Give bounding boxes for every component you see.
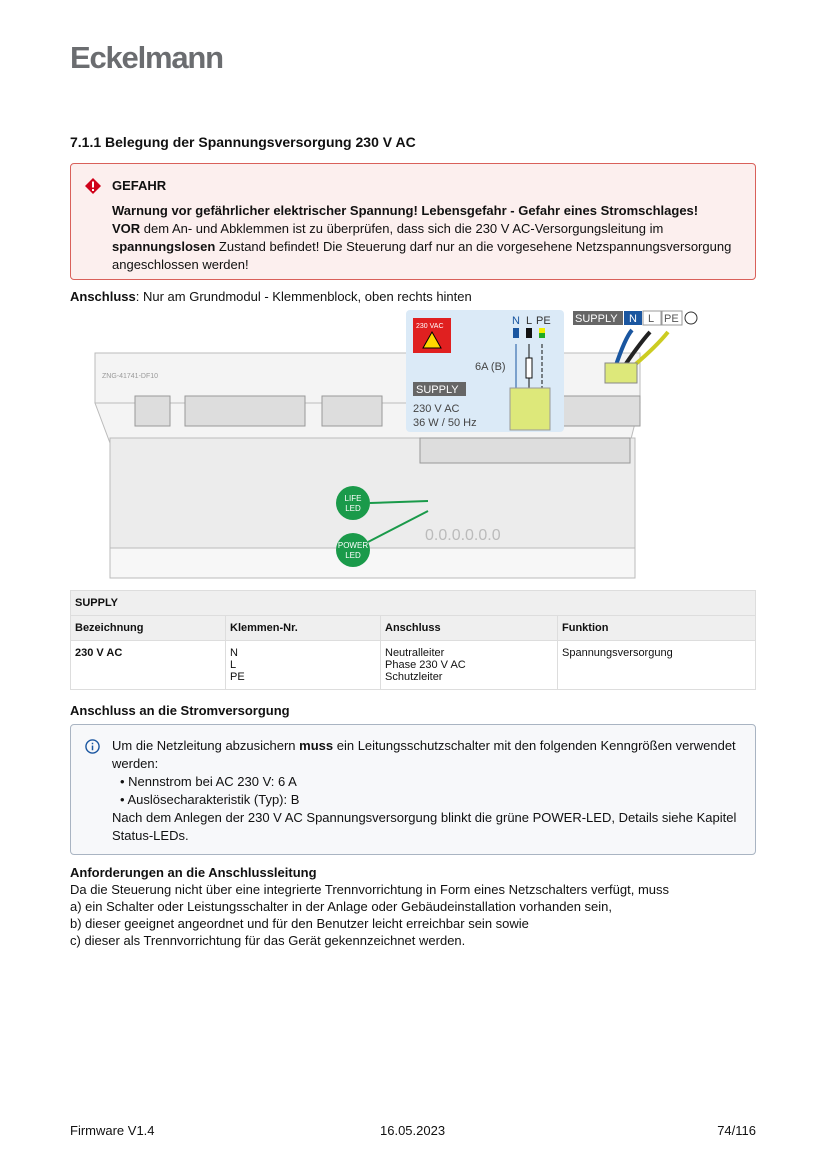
voltage-label: 230 V AC — [413, 403, 460, 415]
cell-connections — [381, 641, 558, 690]
requirements-title: Anforderungen an die Anschlussleitung — [70, 865, 317, 880]
danger-body — [112, 202, 752, 274]
n-label: N — [512, 315, 520, 327]
life-led-label: LED — [345, 504, 361, 513]
col-header: Bezeichnung — [71, 616, 226, 641]
legend-n: N — [629, 313, 637, 325]
info-list — [112, 773, 752, 809]
pe-label: PE — [536, 315, 551, 327]
requirements-line: Da die Steuerung nicht über eine integrierte Trennvorrichtung in Form eines Netzschalters verfügt, muss — [70, 882, 670, 897]
cell-name: 230 V AC — [71, 641, 226, 690]
connection: Phase 230 V AC — [385, 659, 466, 671]
info-text: ein Leitungsschutzschalter mit den folgenden Kenngrößen verwendet werden: — [112, 738, 736, 771]
footer-page: 74/116 — [717, 1123, 756, 1138]
l-label: L — [526, 315, 533, 327]
info-notice — [70, 724, 756, 855]
supply-table — [70, 590, 756, 690]
spannungslosen-text: spannungslosen — [112, 239, 216, 254]
col-header: Anschluss — [381, 616, 558, 641]
requirements — [70, 864, 669, 949]
list-item: • Auslösecharakteristik (Typ): B — [120, 791, 752, 809]
table-row — [71, 641, 756, 690]
ground-icon — [685, 312, 697, 324]
eckelmann-logo: Eckelmann — [70, 40, 223, 75]
danger-title: GEFAHR — [112, 178, 167, 193]
footer-firmware: Firmware V1.4 — [70, 1123, 155, 1138]
danger-notice — [70, 163, 756, 280]
danger-icon — [85, 178, 101, 194]
requirements-line: c) dieser als Trennvorrichtung für das Gerät gekennzeichnet werden. — [70, 933, 466, 948]
power-label: 36 W / 50 Hz — [413, 417, 477, 429]
anschluss-label: Anschluss — [70, 289, 136, 304]
supply-badge: SUPPLY — [416, 384, 459, 396]
section2-heading: Anschluss an die Stromversorgung — [70, 703, 290, 718]
device-illustration — [70, 308, 730, 588]
info-icon — [85, 739, 100, 754]
table-title: SUPPLY — [71, 591, 756, 616]
terminal: PE — [230, 671, 245, 683]
part-number: ZNG-41741-DF10 — [102, 373, 159, 380]
col-header: Klemmen-Nr. — [226, 616, 381, 641]
info-text: Nach dem Anlegen der 230 V AC Spannungsversorgung blinkt die grüne POWER-LED, Details siehe Kapitel Status-LEDs. — [112, 810, 737, 843]
cell-function: Spannungsversorgung — [558, 641, 756, 690]
warning-label: 230 VAC — [416, 323, 444, 330]
vor-text: VOR — [112, 221, 141, 236]
anschluss-text: : Nur am Grundmodul - Klemmenblock, oben rechts hinten — [135, 289, 472, 304]
supply-legend-label: SUPPLY — [575, 313, 618, 325]
power-led-label: LED — [345, 551, 361, 560]
connection: Neutralleiter — [385, 647, 445, 659]
connection: Schutzleiter — [385, 671, 443, 683]
legend-l: L — [648, 313, 655, 325]
cell-terminals — [226, 641, 381, 690]
display-digits: 0.0.0.0.0.0 — [425, 527, 501, 544]
fuse-label: 6A (B) — [475, 361, 506, 373]
legend-pe: PE — [664, 313, 679, 325]
requirements-line: b) dieser geeignet angeordnet und für den Benutzer leicht erreichbar sein sowie — [70, 916, 529, 931]
power-led-label: POWER — [337, 541, 369, 550]
section-heading: 7.1.1 Belegung der Spannungsversorgung 230 V AC — [70, 134, 416, 150]
muss-text: muss — [299, 738, 334, 753]
life-led-label: LIFE — [344, 494, 362, 503]
col-header: Funktion — [558, 616, 756, 641]
danger-text: dem An- und Abklemmen ist zu überprüfen, dass sich die 230 V AC-Versorgungsleitung im — [140, 221, 664, 236]
anschluss-line — [70, 289, 472, 304]
list-item: • Nennstrom bei AC 230 V: 6 A — [120, 773, 752, 791]
danger-line1: Warnung vor gefährlicher elektrischer Spannung! Lebensgefahr - Gefahr eines Stromschlages! — [112, 203, 699, 218]
terminal: L — [230, 659, 237, 671]
danger-text: Zustand befindet! Die Steuerung darf nur an die vorgesehene Netzspannungsversorgung angeschlossen werden! — [112, 239, 732, 272]
info-text: Um die Netzleitung abzusichern — [112, 738, 300, 753]
requirements-line: a) ein Schalter oder Leistungsschalter in der Anlage oder Gebäudeinstallation vorhanden sein, — [70, 899, 613, 914]
info-overlay — [406, 310, 564, 432]
footer-date: 16.05.2023 — [380, 1123, 446, 1138]
terminal: N — [230, 647, 238, 659]
